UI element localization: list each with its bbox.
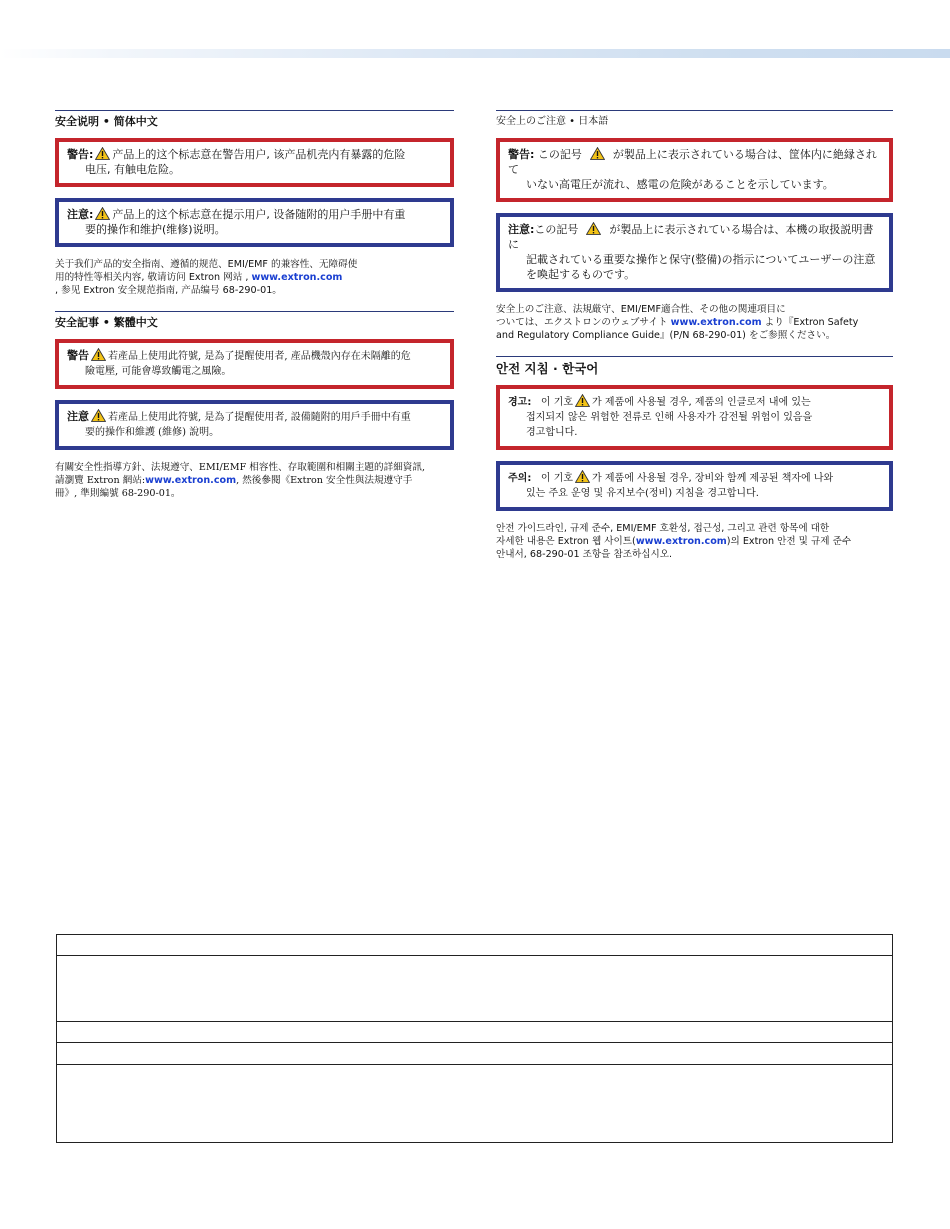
warning-text-cont: 접지되지 않은 위험한 전류로 인해 사용자가 감전될 위험이 있음을: [526, 412, 813, 423]
warning-text: 产品上的这个标志意在警告用户, 该产品机壳内有暴露的危险: [112, 148, 406, 161]
section-simplified-chinese: [55, 110, 454, 297]
warning-text-cont-2: 경고합니다.: [526, 427, 578, 438]
caution-box: [55, 400, 454, 450]
left-column: [55, 110, 454, 514]
warning-text-cont: いない高電圧が流れ、感電の危険があることを示しています。: [526, 178, 834, 191]
warning-triangle-icon: [575, 470, 590, 483]
right-column: [496, 110, 893, 575]
extron-website-link[interactable]: www.extron.com: [670, 317, 762, 328]
section-traditional-chinese: [55, 311, 454, 500]
warning-triangle-icon: [586, 222, 601, 235]
section-heading: 安全上のご注意 • 日本語: [496, 110, 893, 129]
warning-triangle-icon: [575, 394, 590, 407]
caution-text: 若產品上使用此符號, 是為了提醒使用者, 設備隨附的用戶手冊中有重: [108, 412, 411, 423]
caution-text-cont: 要的操作和维护(维修)说明。: [85, 223, 226, 236]
warning-text: 가 제품에 사용될 경우, 제품의 인클로저 내에 있는: [592, 397, 811, 408]
warning-box: [55, 339, 454, 389]
caution-text-cont: 있는 주요 운영 및 유지보수(정비) 지침을 경고합니다.: [526, 488, 759, 499]
extron-website-link[interactable]: www.extron.com: [251, 272, 343, 283]
warning-text: が製品上に表示されている場合は、筐体内に絶縁されて: [508, 148, 877, 176]
caution-text: 가 제품에 사용될 경우, 장비와 함께 제공된 책자에 나와: [592, 473, 834, 484]
caution-label: 주의:: [508, 473, 532, 484]
caution-text: 产品上的这个标志意在提示用户, 设备随附的用户手册中有重: [112, 208, 406, 221]
warning-triangle-icon: [590, 147, 605, 160]
warning-triangle-icon: [91, 348, 106, 361]
caution-label: 注意:: [508, 223, 535, 236]
caution-text: が製品上に表示されている場合は、本機の取扱説明書に: [508, 223, 874, 251]
section-korean: [496, 356, 893, 561]
section-japanese: [496, 110, 893, 342]
table-row: [57, 1022, 892, 1043]
warning-text-cont: 电压, 有触电危险。: [85, 163, 180, 176]
caution-label: 注意: [67, 410, 89, 423]
warning-box: 警告: この記号 が製品上に表示されている場合は、筐体内に絶縁されて いない高電圧が流れ、感電の危険があることを示しています。: [496, 138, 893, 202]
warning-label: 警告:: [508, 148, 535, 161]
warning-label: 警告: [67, 349, 89, 362]
reference-paragraph: 有關安全性指導方針、法規遵守、EMI/EMF 相容性、存取範圍和相關主題的詳細資訊, 請瀏覽 Extron 網站:www.extron.com, 然後參閱《Extron 安全性與法規遵守手 冊》, 準則編號 68-290-01。: [55, 462, 426, 499]
warning-label: 警告:: [67, 148, 94, 161]
warning-triangle-icon: [91, 409, 106, 422]
reference-paragraph: 安全上のご注意、法規厳守、EMI/EMF適合性、その他の関連項目に ついては、エクストロンのウェブサイト www.extron.com より『Extron Safety and Regulatory Compliance Guide』(P/N 68-290-01) をご参照ください。: [496, 304, 859, 341]
warning-box: 경고: 이 기호 가 제품에 사용될 경우, 제품의 인클로저 내에 있는 접지되지 않은 위험한 전류로 인해 사용자가 감전될 위험이 있음을 경고합니다.: [496, 385, 893, 450]
warning-triangle-icon: [95, 147, 110, 160]
warning-box: [55, 138, 454, 187]
table-row: [57, 935, 892, 956]
caution-label: 注意:: [67, 208, 94, 221]
reference-paragraph: 关于我们产品的安全指南、遵循的规范、EMI/EMF 的兼容性、无障碍使 用的特性等相关内容, 敬请访问 Extron 网站 , www.extron.com , 参见 Extron 安全规范指南, 产品编号 68-290-01。: [55, 259, 358, 296]
warning-label: 경고:: [508, 397, 532, 408]
caution-text-cont-2: を喚起するものです。: [526, 268, 636, 281]
caution-box: 注意:この記号 が製品上に表示されている場合は、本機の取扱説明書に 記載されている重要な操作と保守(整備)の指示についてユーザーの注意 を喚起するものです。: [496, 213, 893, 292]
table-row: [57, 1043, 892, 1065]
section-heading: 安全说明 • 简体中文: [55, 110, 454, 129]
caution-text-cont: 記載されている重要な操作と保守(整備)の指示についてユーザーの注意: [526, 253, 876, 266]
extron-website-link[interactable]: www.extron.com: [635, 536, 727, 547]
section-heading: 안전 지침 · 한국어: [496, 356, 893, 376]
extron-website-link[interactable]: www.extron.com: [145, 475, 237, 486]
section-heading: 安全記事 • 繁體中文: [55, 311, 454, 330]
header-gradient-bar: [0, 49, 950, 58]
warning-text: 若產品上使用此符號, 是為了提醒使用者, 產品機殼內存在未隔離的危: [108, 351, 411, 362]
warning-triangle-icon: [95, 207, 110, 220]
reference-paragraph: 안전 가이드라인, 규제 준수, EMI/EMF 호환성, 접근성, 그리고 관련 항목에 대한 자세한 내용은 Extron 웹 사이트(www.extron.com)의 Extron 안전 및 규제 준수 안내서, 68-290-01 조항을 참조하십시오.: [496, 523, 852, 560]
warning-text-cont: 險電壓, 可能會導致觸電之風險。: [85, 366, 232, 377]
caution-box: 주의: 이 기호 가 제품에 사용될 경우, 장비와 함께 제공된 책자에 나와 있는 주요 운영 및 유지보수(정비) 지침을 경고합니다.: [496, 461, 893, 511]
table-row: [57, 956, 892, 1022]
caution-text-cont: 要的操作和維護 (維修) 說明。: [85, 427, 220, 438]
caution-box: [55, 198, 454, 247]
empty-table: [56, 934, 893, 1143]
table-row: [57, 1065, 892, 1141]
